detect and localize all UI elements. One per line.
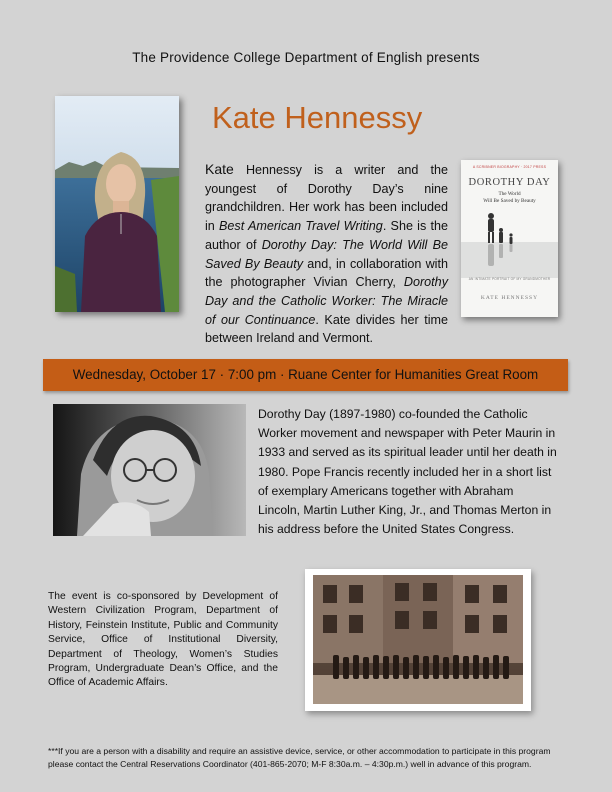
speaker-name: Kate Hennessy <box>212 100 423 135</box>
presenter-heading: The Providence College Department of English presents <box>132 50 480 65</box>
dorothy-day-description <box>258 405 558 539</box>
bio-text: . She is the author of <box>205 219 448 252</box>
book-banner: A SCRIBNER BIOGRAPHY · 2017 PRESS <box>472 165 547 169</box>
speaker-photo <box>55 96 179 312</box>
book-cover <box>461 160 558 317</box>
bio-book-title: Dorothy Day and the Catholic Worker: The Miracle of our Continuance <box>205 275 448 327</box>
breadline-photo-image <box>313 575 523 704</box>
speaker-bio <box>205 160 448 348</box>
book-title: DOROTHY DAY <box>468 177 551 188</box>
event-details-banner: Wednesday, October 17 · 7:00 pm · Ruane Center for Humanities Great Room <box>43 359 568 391</box>
breadline-photo <box>305 569 531 711</box>
sponsors-text: The event is co-sponsored by Development of Western Civilization Program, Department of History, Feinstein Institute, Public and Community Service, Office of Institutional Diversity, Department of Theology, Women’s Studies Program, Undergraduate Dean’s Office, and the Office of Academic Affairs. <box>48 591 278 689</box>
book-subtitle <box>461 191 558 204</box>
bio-text: Hennessy is a writer and the youngest of Dorothy Day’s nine grandchildren. Her work has been included in <box>205 163 448 234</box>
book-author: KATE HENNESSY <box>480 295 539 301</box>
bio-book-title: Dorothy Day: The World Will Be Saved By Beauty <box>205 237 448 271</box>
bio-publication-title: Best American Travel Writing <box>219 219 383 234</box>
book-subtitle-line: The World <box>498 191 521 197</box>
breadline-photo-frame <box>313 575 523 704</box>
accessibility-notice: ***If you are a person with a disability and require an assistive device, service, or other accommodation to participate in this program please contact the Central Reservations Coordinator (401-865-2070; M-F 8:30a.m. – 4:30p.m.) well in advance of this program. <box>48 746 551 769</box>
bio-text: and, in collaboration with the photographer Vivian Cherry, <box>205 256 448 290</box>
bio-lead-word: Kate <box>205 161 234 177</box>
speaker-photo-image <box>55 96 179 312</box>
book-subtitle-line: Will Be Saved by Beauty <box>483 197 536 204</box>
book-cover-art <box>461 208 558 278</box>
book-note: AN INTIMATE PORTRAIT OF MY GRANDMOTHER <box>468 277 551 281</box>
dorothy-day-photo <box>53 404 246 536</box>
dorothy-day-paragraph: Dorothy Day (1897-1980) co-founded the Catholic Worker movement and newspaper with Peter Maurin in 1933 and served as its spiritual leader until her death in 1980. Pope Francis recently included her in a short list of exemplary Americans together with Abraham Lincoln, Martin Luther King, Jr., and Thomas Merton in his address before the United States Congress. <box>258 407 557 537</box>
dorothy-day-photo-image <box>53 404 246 536</box>
bio-text: . Kate divides her time between Ireland and Vermont. <box>205 312 448 346</box>
